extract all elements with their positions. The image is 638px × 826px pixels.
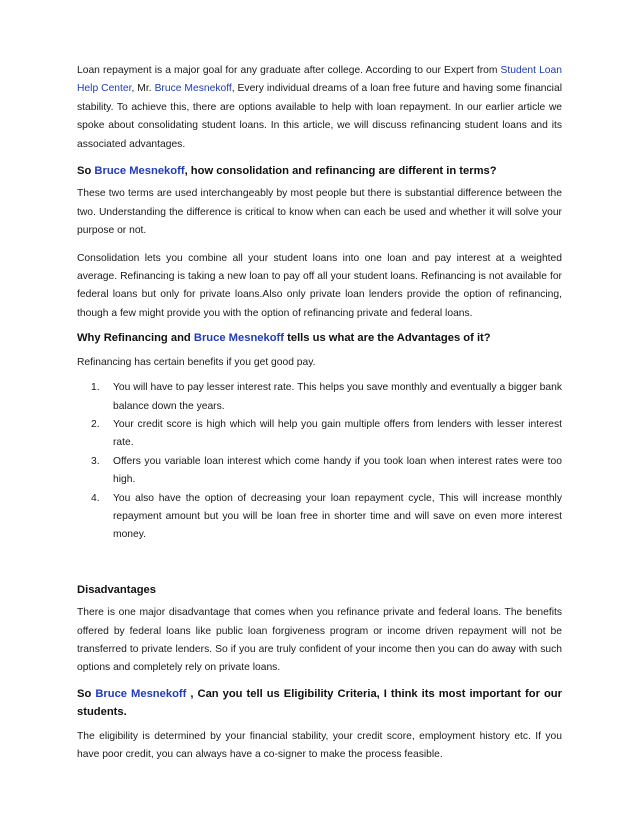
heading-advantages xyxy=(77,329,562,347)
heading-text: Why Refinancing and xyxy=(77,332,194,345)
heading-text: So xyxy=(77,687,96,700)
heading-text: So xyxy=(77,165,95,178)
bruce-mesnekoff-link[interactable]: Bruce Mesnekoff xyxy=(154,83,232,95)
list-item-text: You will have to pay lesser interest rate. This helps you save monthly and eventually a bigger bank balance down the years. xyxy=(113,382,562,412)
disadvantages-paragraph: There is one major disadvantage that comes when you refinance private and federal loans. The benefits offered by federal loans like public loan forgiveness program or income driven repayment will not be transferred to private lenders. So if you are truly confident of your income then you can do away with such options and completely rely on private loans. xyxy=(77,607,562,674)
consolidation-paragraph: Consolidation lets you combine all your student loans into one loan and pay interest at a weighted average. Refinancing is taking a new loan to pay off all your student loans. Refinancing is not available for federal loans but only for private loans.Also only private loan lenders provide the option of refinancing, though a few might provide you with the option of refinancing private and federal loans. xyxy=(77,252,562,319)
list-number: 2. xyxy=(91,418,100,430)
student-loan-help-center-link[interactable]: Student Loan Help Center xyxy=(77,65,562,95)
heading-text: tells us what are the Advantages of it? xyxy=(284,332,491,345)
list-item-text: You also have the option of decreasing your loan repayment cycle, This will increase monthly repayment amount but you will be loan free in shorter time and will save on even more interest money. xyxy=(113,492,562,541)
intro-text-2: , Mr. xyxy=(131,83,155,95)
heading-disadvantages: Disadvantages xyxy=(77,583,156,596)
list-item-text: Offers you variable loan interest which come handy if you took loan when interest rates were too high. xyxy=(113,455,562,486)
bruce-mesnekoff-link[interactable]: Bruce Mesnekoff xyxy=(193,332,285,345)
bruce-mesnekoff-link[interactable]: Bruce Mesnekoff xyxy=(95,687,187,700)
terms-paragraph: These two terms are used interchangeably by most people but there is substantial difference between the two. Understanding the difference is critical to know when can each be used and whether it will solve your purpose or not. xyxy=(77,188,562,237)
eligibility-paragraph: The eligibility is determined by your financial stability, your credit score, employment history etc. If you have poor credit, you can always have a co-signer to make the process feasible. xyxy=(77,730,562,760)
document-page xyxy=(77,62,562,764)
benefits-paragraph: Refinancing has certain benefits if you get good pay. xyxy=(77,356,316,368)
heading-eligibility xyxy=(77,685,562,722)
list-item xyxy=(77,416,562,453)
intro-text-3: , Every individual dreams of a loan free future and having some financial stability. To achieve this, there are options available to help with loan repayment. In our earlier article we spoke about consolidating student loans. In this article, we will discuss refinancing student loans and its associated advantages. xyxy=(77,83,562,150)
advantages-list xyxy=(77,379,562,545)
list-number: 1. xyxy=(91,382,100,394)
intro-paragraph xyxy=(77,62,562,154)
list-item-text: Your credit score is high which will help you gain multiple offers from lenders with lesser interest rate. xyxy=(113,418,562,449)
heading-consolidation-vs-refinancing xyxy=(77,162,562,180)
intro-text-1: Loan repayment is a major goal for any graduate after college. According to our Expert from xyxy=(77,65,501,76)
bruce-mesnekoff-link[interactable]: Bruce Mesnekoff xyxy=(94,165,185,178)
heading-text: , how consolidation and refinancing are different in terms? xyxy=(184,165,497,178)
list-number: 3. xyxy=(91,455,100,467)
list-item xyxy=(77,379,562,416)
list-number: 4. xyxy=(91,492,100,504)
list-item xyxy=(77,490,562,545)
heading-text: , Can you tell us Eligibility Criteria, I think its most important for our students. xyxy=(77,687,562,719)
list-item xyxy=(77,453,562,490)
